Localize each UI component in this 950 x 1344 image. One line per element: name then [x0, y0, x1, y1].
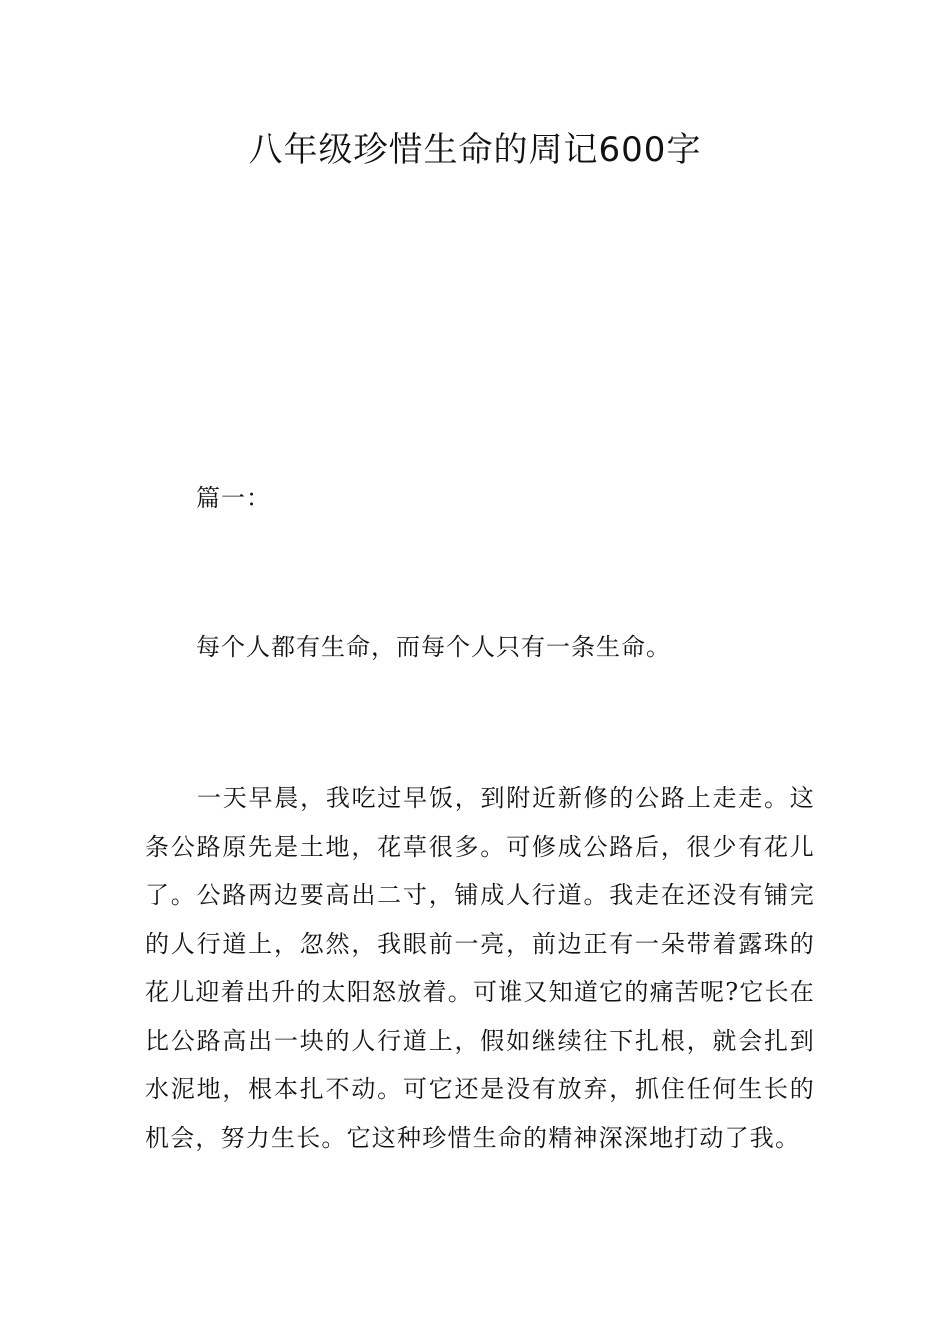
section-heading: 篇一： [196, 484, 271, 512]
body-paragraph: 一天早晨，我吃过早饭，到附近新修的公路上走走。这条公路原先是土地，花草很多。可修成公路后，很少有花儿了。公路两边要高出二寸，铺成人行道。我走在还没有铺完的人行道上，忽然，我眼前一亮，前边正有一朵带着露珠的花儿迎着出升的太阳怒放着。可谁又知道它的痛苦呢?它长在比公路高出一块的人行道上，假如继续往下扎根，就会扎到水泥地，根本扎不动。可它还是没有放弃，抓住任何生长的机会，努力生长。它这种珍惜生命的精神深深地打动了我。 [145, 784, 815, 1152]
intro-paragraph: 每个人都有生命，而每个人只有一条生命。 [196, 633, 671, 661]
document-title: 八年级珍惜生命的周记600字 [248, 130, 702, 170]
